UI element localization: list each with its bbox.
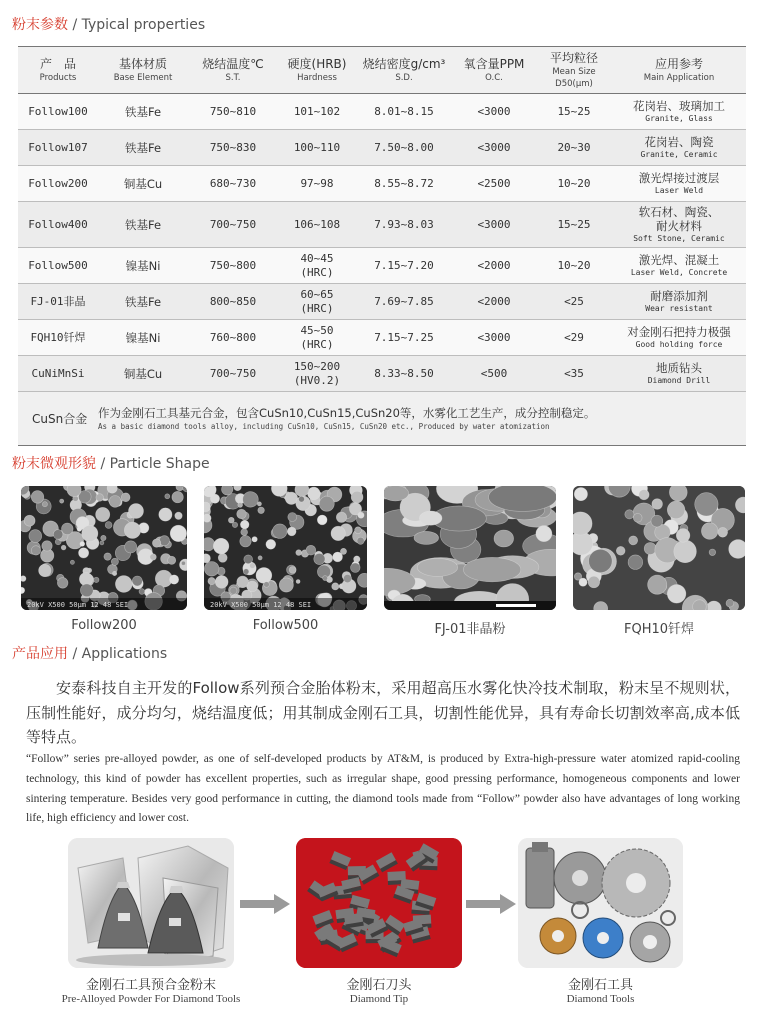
cell-oxygen-content: <3000 [477,217,511,231]
cell-base-element: 铁基Fe [124,294,162,309]
table-header-row [18,47,746,94]
section-title-cn: 粉末微观形貌 [12,456,96,472]
diamond-tips-image [296,838,462,968]
arrow-right-icon [466,893,516,915]
header-mean-size: 平均粒径 Mean Size D50(μm) [549,50,598,89]
cell-base-element: 镍基Ni [125,330,161,345]
cell-sintering-temperature: 750~810 [209,104,257,118]
header-sintered-density: 烧结密度g/cm³ S.D. [362,56,446,83]
cell-hardness: 97~98 [300,176,334,190]
table-row [18,166,746,202]
cell-sintered-density: 7.15~7.20 [374,258,434,272]
table-row [18,320,746,356]
cell-oxygen-content: <2000 [477,258,511,272]
powder-bags-image [68,838,234,968]
cell-mean-size: 10~20 [557,176,591,190]
cell-hardness: 40~45 (HRC) [300,251,334,279]
micrograph-follow200 [21,486,187,610]
particle-label: Follow500 [252,618,319,633]
cell-sintered-density: 7.69~7.85 [374,294,434,308]
cell-product: Follow100 [28,104,88,118]
cell-mean-size: 15~25 [557,217,591,231]
micrograph-fj01 [384,486,556,610]
applications-paragraph-cn: 安泰科技自主开发的Follow系列预合金胎体粉末，采用超高压水雾化快冷技术制取，粉末呈不规则状，压制性能好，成分均匀，烧结温度低；用其制成金刚石工具，切割性能优异，具有寿命长切割效率高,成本低等特点。 [26,679,740,746]
cell-sintered-density: 8.55~8.72 [374,176,434,190]
photo-caption-cn: 金刚石工具预合金粉末 [85,978,216,993]
cusn-product-name: CuSn合金 [32,412,88,426]
cell-mean-size: <29 [564,330,584,344]
cell-hardness: 101~102 [293,104,341,118]
cell-main-application: 对金刚石把持力极强 Good holding force [627,325,731,349]
table-row [18,202,746,248]
header-oxygen-content: 氧含量PPM O.C. [463,56,525,83]
cell-hardness: 45~50 (HRC) [300,323,334,351]
cell-oxygen-content: <500 [480,366,508,380]
cell-sintering-temperature: 750~830 [209,140,257,154]
photo-caption-cn: 金刚石刀头 [346,978,412,993]
photo-caption-en: Diamond Tools [566,993,635,1005]
section-title-particle-shape [12,455,210,473]
cell-sintering-temperature: 800~850 [209,294,257,308]
sem-particles-image [573,486,745,610]
cell-hardness: 106~108 [293,217,341,231]
cell-sintering-temperature: 700~750 [209,217,257,231]
cell-sintered-density: 7.50~8.00 [374,140,434,154]
cell-main-application: 软石材、陶瓷、 耐火材料 Soft Stone, Ceramic [633,205,725,243]
properties-table [18,46,746,446]
particle-label: FJ-01非晶粉 [434,622,506,637]
cell-mean-size: <35 [564,366,584,380]
cell-main-application: 激光焊、混凝土 Laser Weld, Concrete [630,253,728,277]
table-row [18,248,746,284]
diamond-tools-image [518,838,683,968]
particle-label: Follow200 [71,618,137,633]
cusn-description-en: As a basic diamond tools alloy, including CuSn10, CuSn15, CuSn20 etc., Produced by water atomization [98,421,550,431]
cell-base-element: 镍基Ni [125,258,161,273]
section-title-en: / Applications [68,646,168,662]
cell-main-application: 激光焊接过渡层 Laser Weld [638,171,720,195]
cell-mean-size: <25 [564,294,584,308]
cell-product: Follow500 [28,258,88,272]
section-title-cn: 产品应用 [12,646,68,662]
section-title-en: / Particle Shape [96,456,210,472]
cell-oxygen-content: <2000 [477,294,511,308]
cell-sintering-temperature: 760~800 [209,330,257,344]
header-main-application: 应用参考 Main Application [643,56,715,83]
cell-hardness: 60~65 (HRC) [300,287,334,315]
header-products: 产 品 Products [39,56,77,83]
cell-oxygen-content: <3000 [477,104,511,118]
cell-base-element: 铁基Fe [124,104,162,119]
cell-base-element: 铁基Fe [124,217,162,232]
sem-particles-image [204,486,367,610]
table-body [18,94,746,446]
cell-product: Follow400 [28,217,88,231]
cell-sintering-temperature: 680~730 [209,176,257,190]
cell-mean-size: 10~20 [557,258,591,272]
section-title-cn: 粉末参数 [12,17,68,33]
header-hardness: 硬度(HRB) Hardness [287,56,347,83]
header-sintering-temperature: 烧结温度℃ S.T. [202,56,264,83]
photo-caption-en: Pre-Alloyed Powder For Diamond Tools [61,993,241,1005]
particle-label: FQH10钎焊 [623,622,695,637]
cell-main-application: 地质钻头 Diamond Drill [647,361,711,385]
cell-base-element: 铁基Fe [124,140,162,155]
sem-particles-image [384,486,556,610]
cell-sintered-density: 7.93~8.03 [374,217,434,231]
cell-sintering-temperature: 750~800 [209,258,257,272]
micrograph-fqh10 [573,486,745,610]
header-base-element: 基体材质 Base Element [113,56,173,83]
cell-main-application: 花岗岩、玻璃加工 Granite, Glass [633,99,725,123]
cell-base-element: 铜基Cu [123,176,163,191]
cell-sintered-density: 8.33~8.50 [374,366,434,380]
cell-main-application: 耐磨添加剂 Wear resistant [645,289,713,313]
cell-mean-size: 15~25 [557,104,591,118]
table-row [18,94,746,130]
cell-product: Follow200 [28,176,88,190]
photo-diamond-tools [518,838,683,968]
table-row [18,130,746,166]
table-row [18,356,746,392]
table-row [18,284,746,320]
table-row-cusn-alloy [18,392,746,446]
cell-oxygen-content: <3000 [477,330,511,344]
cusn-description-cn: 作为金刚石工具基元合金，包含CuSn10,CuSn15,CuSn20等，水雾化工艺生产，成分控制稳定。 [98,405,596,420]
sem-caption: 20kV X500 50μm 12 48 SEI [27,601,129,609]
cell-hardness: 150~200 (HV0.2) [293,359,341,387]
sem-caption: 20kV X500 50μm 12 48 SEI [210,601,312,609]
photo-prealloyed-powder [68,838,234,968]
micrograph-follow500 [204,486,367,610]
cell-mean-size: 20~30 [557,140,591,154]
arrow-right-icon [240,893,290,915]
photo-caption-en: Diamond Tip [349,993,409,1005]
cell-product: CuNiMnSi [31,366,85,380]
cell-product: FJ-01非晶 [30,294,86,308]
cell-oxygen-content: <3000 [477,140,511,154]
section-title-applications [12,645,167,663]
cell-hardness: 100~110 [293,140,341,154]
applications-paragraph-en: “Follow” series pre-alloyed powder, as one of self-developed products by AT&M, is produced by Extra-high-pressure water atomized rapid-cooling technology, this kind of powder has excellent properties, such as irregular shape, good pressing performance, homogeneous components and lower sintering temperature. Besides very good performance in cutting, the diamond tools made from “Follow” powder also have advantages of long working life, high efficiency and lower cost. [26,753,740,825]
cell-product: FQH10钎焊 [30,330,86,344]
cell-oxygen-content: <2500 [477,176,511,190]
photo-caption-cn: 金刚石工具 [567,978,633,993]
photo-diamond-tip [296,838,462,968]
sem-particles-image [21,486,187,610]
section-title-en: / Typical properties [68,17,206,33]
cell-main-application: 花岗岩、陶瓷 Granite, Ceramic [640,135,718,159]
cell-sintering-temperature: 700~750 [209,366,257,380]
section-title-typical-properties [12,16,205,34]
cusn-description [98,392,746,446]
cell-base-element: 铜基Cu [123,366,163,381]
cell-sintered-density: 8.01~8.15 [374,104,434,118]
cell-product: Follow107 [28,140,88,154]
cell-sintered-density: 7.15~7.25 [374,330,434,344]
